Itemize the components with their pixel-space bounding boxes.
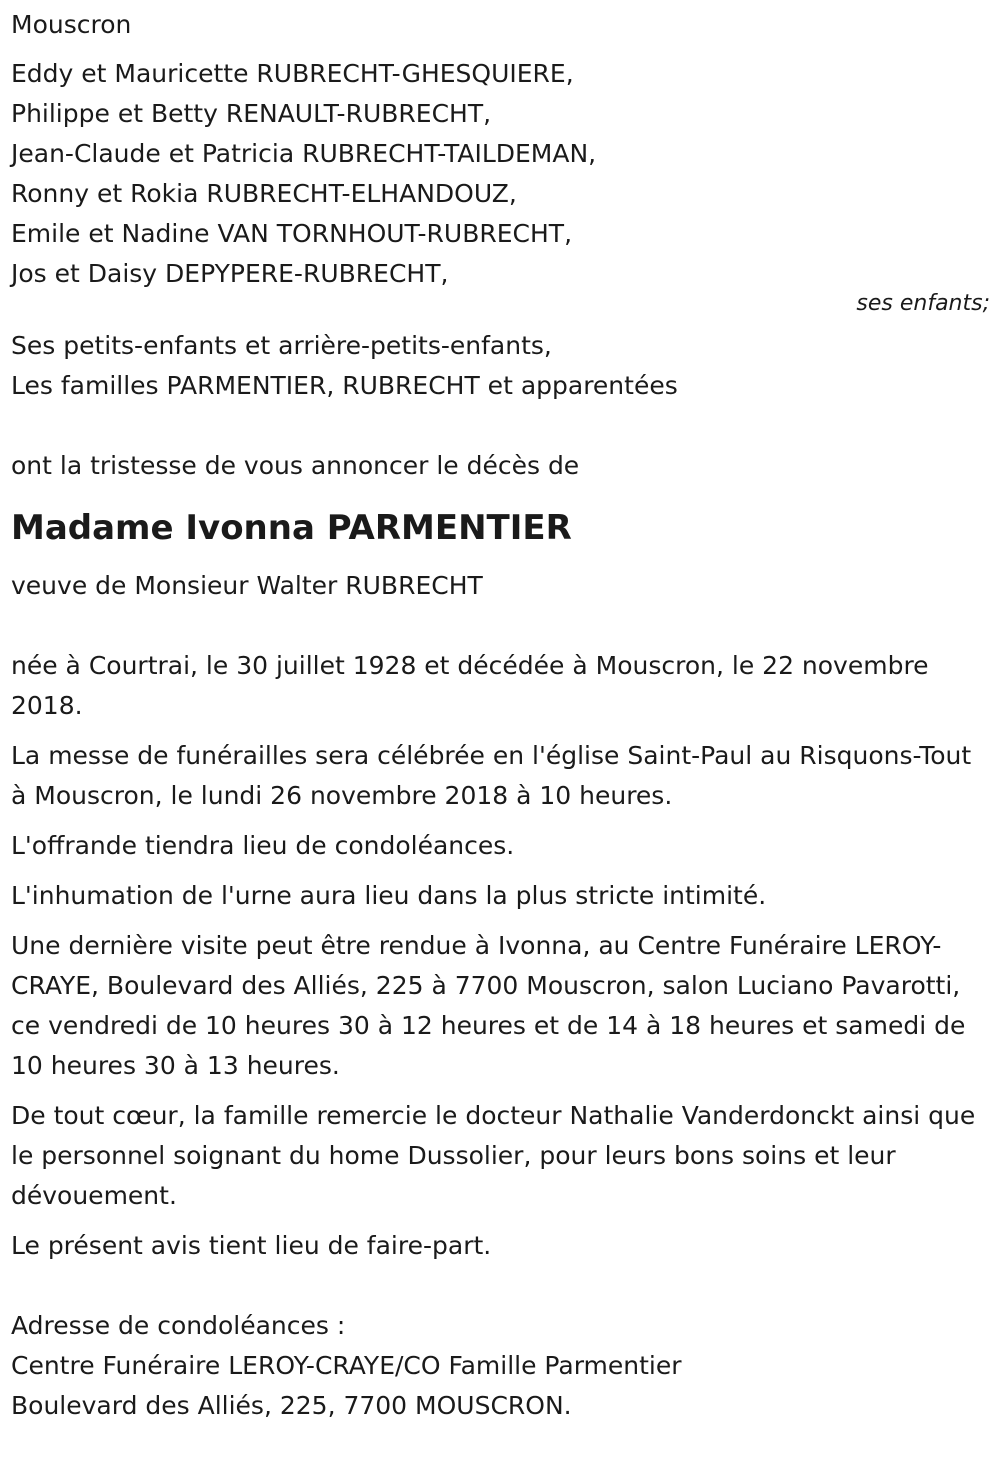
birth-death-paragraph: née à Courtrai, le 30 juillet 1928 et décédée à Mouscron, le 22 novembre 2018. — [11, 651, 929, 720]
widow-of-text: veuve de Monsieur Walter RUBRECHT — [11, 571, 483, 600]
funeral-mass-paragraph: La messe de funérailles sera célébrée en l'église Saint-Paul au Risquons-Tout à Mouscron, le lundi 26 novembre 2018 à 10 heures. — [11, 741, 972, 810]
condolences-line: Centre Funéraire LEROY-CRAYE/CO Famille Parmentier — [11, 1351, 682, 1380]
children-entry: Jos et Daisy DEPYPERE-RUBRECHT, — [11, 259, 449, 288]
children-entry: Emile et Nadine VAN TORNHOUT-RUBRECHT, — [11, 219, 573, 248]
relatives-entry: Ses petits-enfants et arrière-petits-enfants, — [11, 331, 552, 360]
relatives-list — [11, 326, 991, 406]
notice-paragraph: Le présent avis tient lieu de faire-part. — [11, 1231, 492, 1260]
children-entry: Eddy et Mauricette RUBRECHT-GHESQUIERE, — [11, 59, 574, 88]
children-list — [11, 54, 991, 294]
thanks-paragraph: De tout cœur, la famille remercie le docteur Nathalie Vanderdonckt ainsi que le personnel soignant du home Dussolier, pour leurs bons soins et leur dévouement. — [11, 1101, 976, 1210]
children-entry: Philippe et Betty RENAULT-RUBRECHT, — [11, 99, 492, 128]
inhumation-paragraph: L'inhumation de l'urne aura lieu dans la plus stricte intimité. — [11, 881, 767, 910]
children-label: ses enfants; — [856, 291, 990, 316]
relatives-entry: Les familles PARMENTIER, RUBRECHT et apparentées — [11, 371, 678, 400]
condolences-line: Boulevard des Alliés, 225, 7700 MOUSCRON. — [11, 1391, 572, 1420]
visit-paragraph: Une dernière visite peut être rendue à Ivonna, au Centre Funéraire LEROY-CRAYE, Boulevard des Alliés, 225 à 7700 Mouscron, salon Luciano Pavarotti, ce vendredi de 10 heures 30 à 12 heures et de 14 à 18 heures et samedi de 10 heures 30 à 13 heures. — [11, 931, 966, 1080]
obituary-notice — [11, 5, 991, 1426]
announcement-text: ont la tristesse de vous annoncer le décès de — [11, 451, 580, 480]
deceased-name: Madame Ivonna PARMENTIER — [11, 508, 572, 548]
children-entry: Ronny et Rokia RUBRECHT-ELHANDOUZ, — [11, 179, 517, 208]
condolences-address — [11, 1306, 991, 1426]
location-heading: Mouscron — [11, 10, 132, 39]
offering-paragraph: L'offrande tiendra lieu de condoléances. — [11, 831, 515, 860]
children-entry: Jean-Claude et Patricia RUBRECHT-TAILDEMAN, — [11, 139, 597, 168]
condolences-label: Adresse de condoléances : — [11, 1311, 346, 1340]
